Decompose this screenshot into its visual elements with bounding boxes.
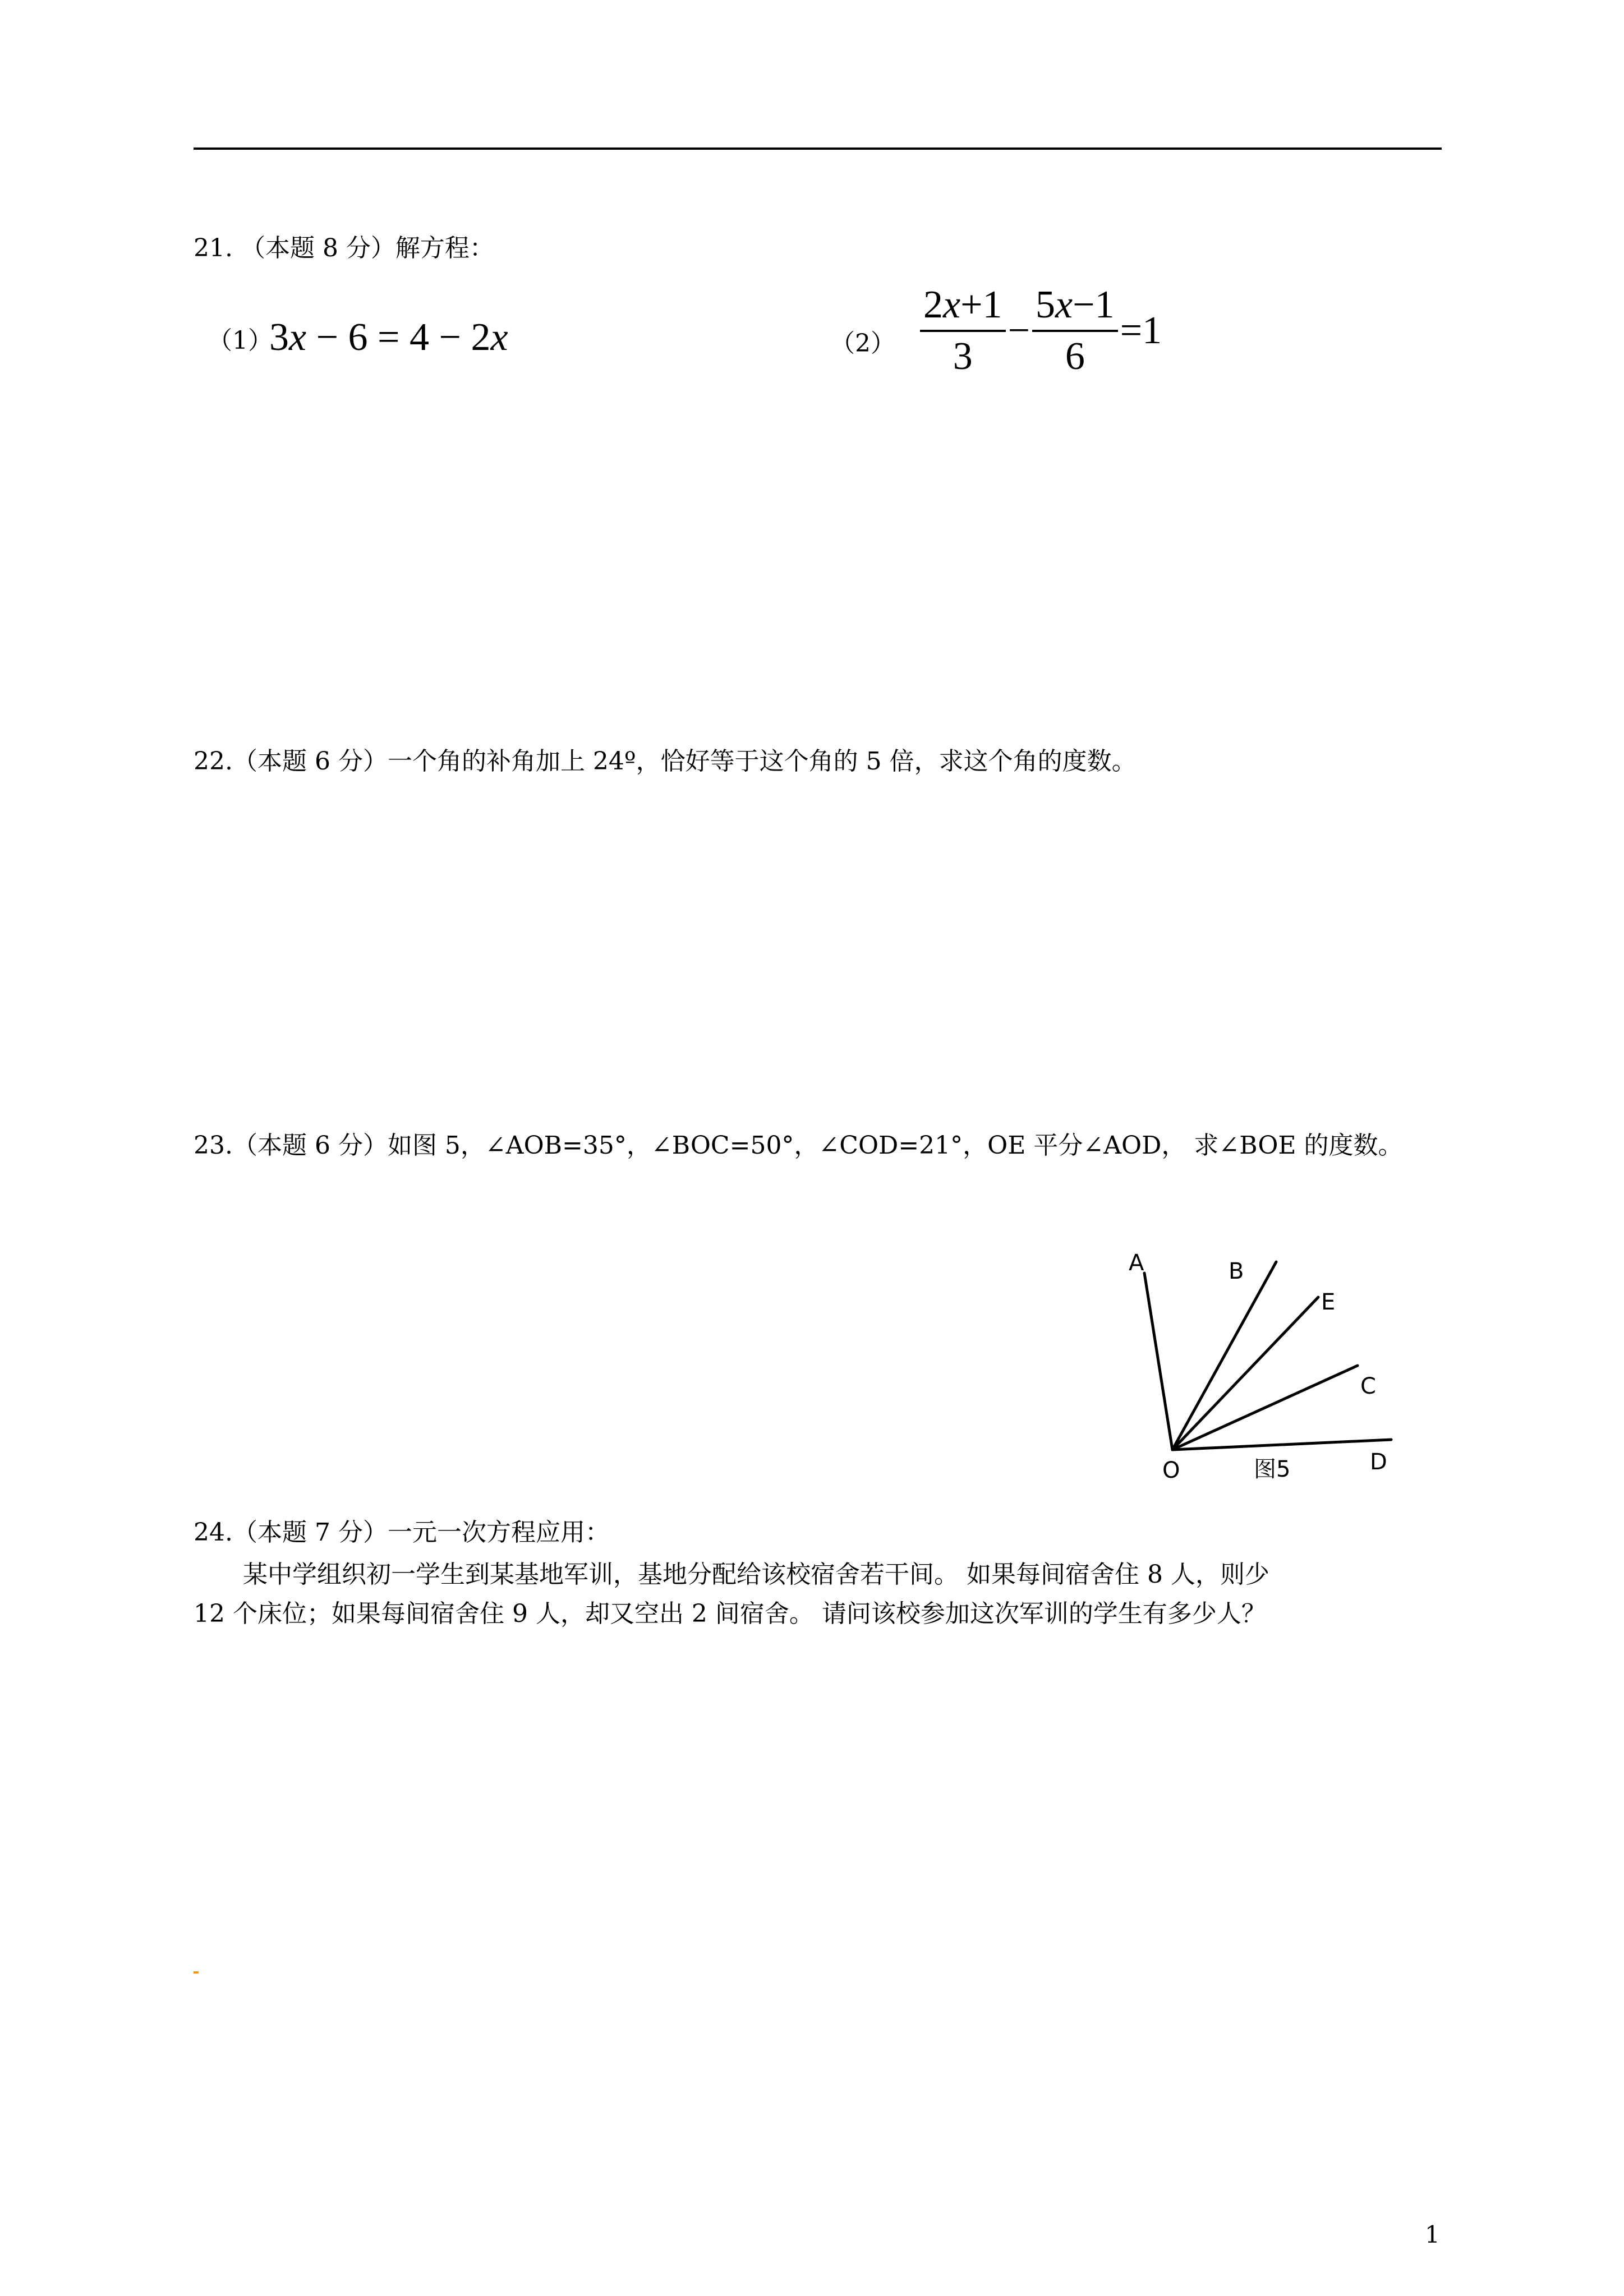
fraction-1 — [920, 280, 1006, 381]
ray-OA — [1144, 1273, 1172, 1450]
q21-equation-2 — [920, 280, 1164, 381]
label-O: O — [1162, 1458, 1180, 1483]
equation-rhs: =1 — [1120, 309, 1162, 352]
fraction-2-denominator: 6 — [1065, 335, 1085, 378]
eq1-var: x — [289, 316, 307, 359]
question-22: 22.（本题 6 分）一个角的补角加上 24º，恰好等于这个角的 5 倍，求这个角的度数。 — [194, 747, 1137, 776]
fraction-2-numerator: 5x−1 — [1032, 280, 1118, 332]
eq1-rest: − 6 = 4 − 2 — [306, 316, 491, 359]
label-C: C — [1360, 1373, 1376, 1399]
q21-sub1-label: （1） — [208, 326, 273, 355]
ray-OC — [1172, 1366, 1358, 1450]
minus-sign: − — [1007, 309, 1030, 352]
question-24-line-2: 12 个床位；如果每间宿舍住 9 人，却又空出 2 间宿舍。 请问该校参加这次军训的学生有多少人？ — [194, 1599, 1266, 1628]
fraction-1-denominator: 3 — [953, 335, 973, 378]
eq1-var-2: x — [490, 316, 508, 359]
label-B: B — [1229, 1258, 1244, 1284]
q21-equation-1 — [269, 315, 508, 360]
label-A: A — [1129, 1250, 1144, 1276]
q21-sub2-label: （2） — [830, 329, 895, 358]
fraction-1-numerator: 2x+1 — [920, 280, 1006, 332]
ray-OD — [1172, 1440, 1391, 1450]
label-E: E — [1321, 1289, 1336, 1315]
label-D: D — [1370, 1449, 1387, 1475]
question-24-heading: 24.（本题 7 分）一元一次方程应用： — [194, 1518, 610, 1547]
figure-5-angle-diagram — [1099, 1231, 1414, 1489]
fraction-2 — [1032, 280, 1118, 381]
header-rule — [194, 147, 1442, 150]
question-23: 23.（本题 6 分）如图 5，∠AOB=35°，∠BOC=50°，∠COD=21°，OE 平分∠AOD， 求∠BOE 的度数。 — [194, 1131, 1403, 1160]
eq1-coef: 3 — [269, 316, 289, 359]
question-24-line-1: 某中学组织初一学生到某基地军训，基地分配给该校宿舍若干间。 如果每间宿舍住 8 人，则少 — [243, 1560, 1269, 1589]
page-number: 1 — [1425, 2221, 1440, 2248]
orange-mark — [194, 1971, 199, 1974]
question-21-heading: 21. （本题 8 分）解方程： — [194, 234, 494, 262]
question-24-text — [194, 1559, 1269, 1630]
figure-caption: 图5 — [1254, 1456, 1291, 1482]
